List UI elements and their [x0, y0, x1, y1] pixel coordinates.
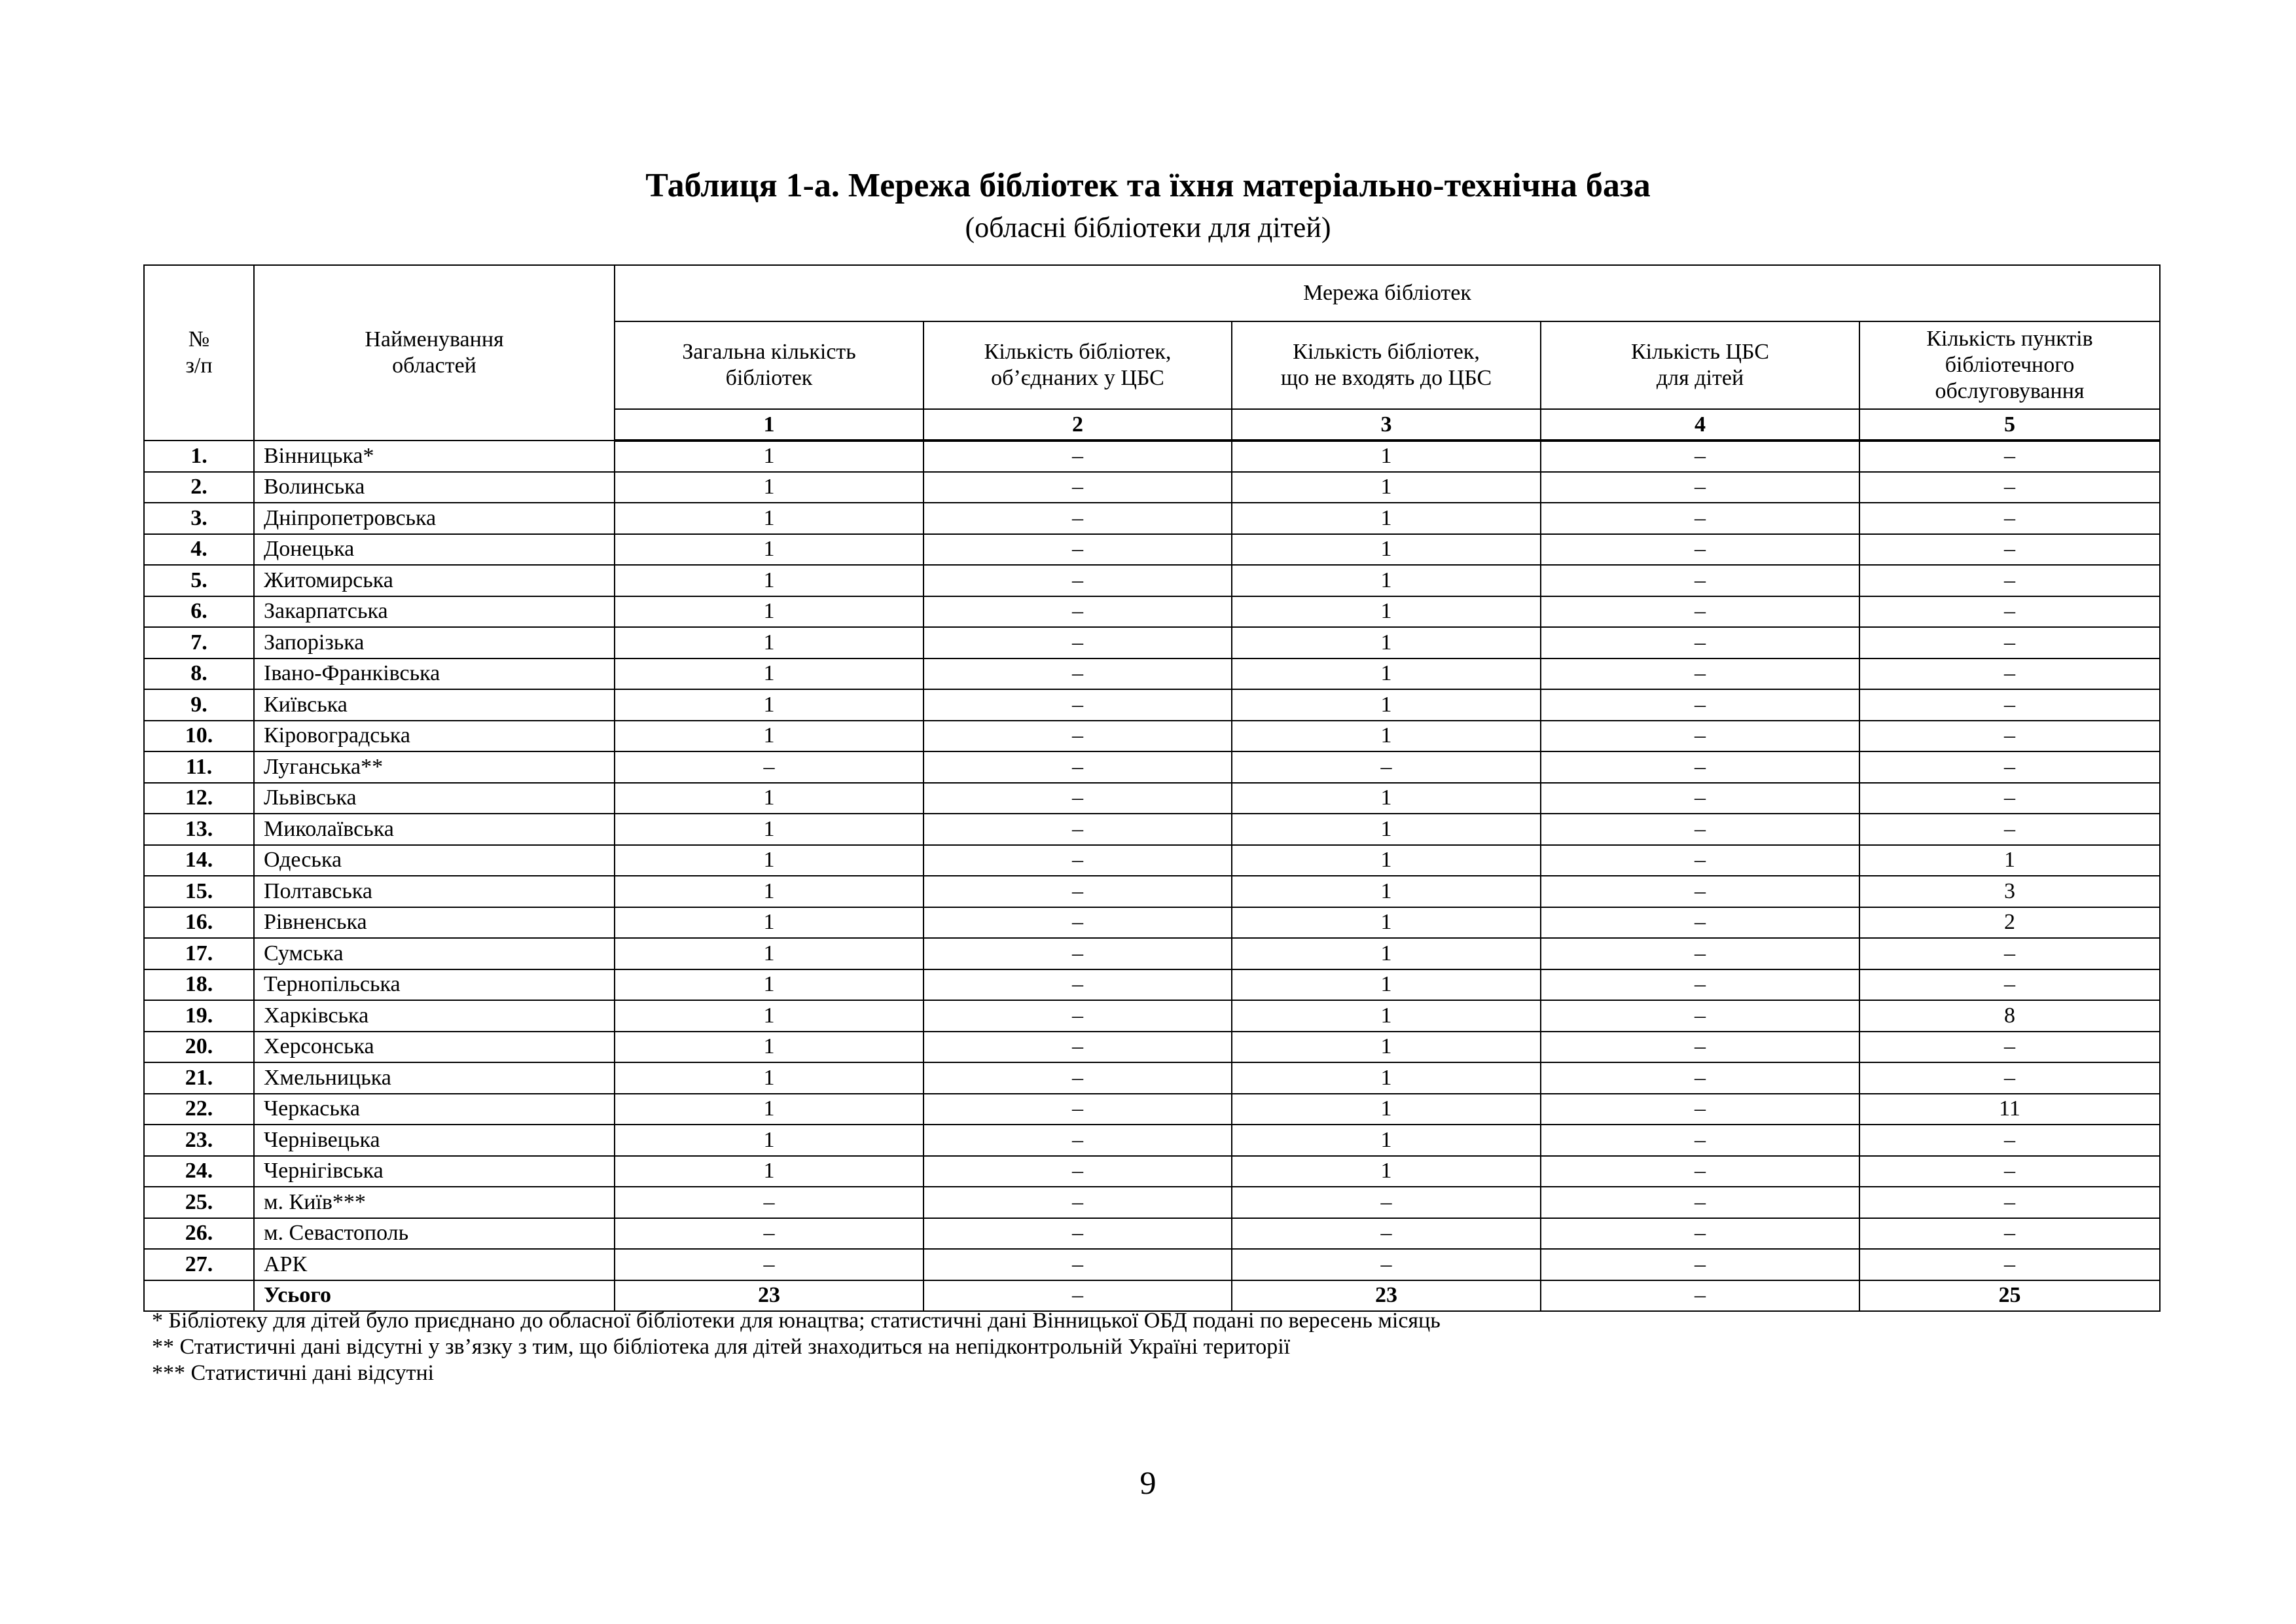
region-name: Дніпропетровська [254, 503, 615, 534]
value-cell-col-5: – [1859, 1249, 2160, 1280]
region-name: Івано-Франківська [254, 659, 615, 690]
row-number: 17. [144, 938, 254, 969]
value-cell-col-3: 1 [1232, 721, 1541, 752]
value-cell-col-5: 1 [1859, 845, 2160, 876]
header-col-4: Кількість ЦБС для дітей [1541, 321, 1859, 409]
column-number-5: 5 [1859, 409, 2160, 441]
column-number-2: 2 [924, 409, 1232, 441]
row-number: 25. [144, 1187, 254, 1218]
value-cell-col-4: – [1541, 534, 1859, 566]
value-cell-col-2: – [924, 659, 1232, 690]
value-cell-col-1: 1 [615, 876, 924, 907]
value-cell-col-4: – [1541, 1187, 1859, 1218]
region-name: Чернівецька [254, 1125, 615, 1156]
value-cell-col-5: 2 [1859, 907, 2160, 939]
value-cell-col-1: 1 [615, 969, 924, 1001]
value-cell-col-4: – [1541, 1094, 1859, 1125]
value-cell-col-2: – [924, 969, 1232, 1001]
value-cell-col-5: – [1859, 1032, 2160, 1063]
page-number: 9 [1139, 1464, 1157, 1501]
value-cell-col-3: 1 [1232, 534, 1541, 566]
value-cell-col-5: – [1859, 1218, 2160, 1250]
value-cell-col-2: – [924, 534, 1232, 566]
value-cell-col-1: 1 [615, 659, 924, 690]
value-cell-col-4: – [1541, 1125, 1859, 1156]
value-cell-col-4: – [1541, 814, 1859, 845]
value-cell-col-5: – [1859, 721, 2160, 752]
value-cell-col-1: 1 [615, 1032, 924, 1063]
value-cell-col-4: – [1541, 721, 1859, 752]
value-cell-col-2: – [924, 721, 1232, 752]
value-cell-col-3: 1 [1232, 503, 1541, 534]
value-cell-col-1: 1 [615, 689, 924, 721]
value-cell-col-4: – [1541, 876, 1859, 907]
region-name: Хмельницька [254, 1062, 615, 1094]
library-network-table [143, 264, 2161, 1312]
value-cell-col-1: 1 [615, 721, 924, 752]
region-name: Полтавська [254, 876, 615, 907]
value-cell-col-4: – [1541, 969, 1859, 1001]
value-cell-col-3: 1 [1232, 565, 1541, 596]
table-row [144, 1156, 2160, 1187]
value-cell-col-4: – [1541, 596, 1859, 628]
header-col-3: Кількість бібліотек, що не входять до ЦБС [1232, 321, 1541, 409]
value-cell-col-1: 1 [615, 596, 924, 628]
total-value-1: 23 [615, 1280, 924, 1312]
value-cell-col-4: – [1541, 441, 1859, 472]
value-cell-col-1: 1 [615, 907, 924, 939]
value-cell-col-1: 1 [615, 1156, 924, 1187]
value-cell-col-3: – [1232, 751, 1541, 783]
value-cell-col-3: 1 [1232, 472, 1541, 503]
row-number: 8. [144, 659, 254, 690]
value-cell-col-4: – [1541, 1062, 1859, 1094]
value-cell-col-4: – [1541, 659, 1859, 690]
value-cell-col-1: 1 [615, 845, 924, 876]
value-cell-col-2: – [924, 1249, 1232, 1280]
value-cell-col-2: – [924, 472, 1232, 503]
value-cell-col-3: 1 [1232, 1125, 1541, 1156]
row-number: 13. [144, 814, 254, 845]
value-cell-col-5: – [1859, 969, 2160, 1001]
row-number: 27. [144, 1249, 254, 1280]
row-number: 19. [144, 1000, 254, 1032]
value-cell-col-5: – [1859, 441, 2160, 472]
value-cell-col-2: – [924, 845, 1232, 876]
table-row [144, 751, 2160, 783]
footnotes [152, 1308, 2181, 1386]
footnote-3: *** Статистичні дані відсутні [152, 1361, 435, 1385]
total-value-5: 25 [1859, 1280, 2160, 1312]
table-body [144, 441, 2160, 1280]
value-cell-col-4: – [1541, 1032, 1859, 1063]
value-cell-col-5: – [1859, 1156, 2160, 1187]
value-cell-col-1: 1 [615, 472, 924, 503]
table-row [144, 596, 2160, 628]
value-cell-col-2: – [924, 1218, 1232, 1250]
value-cell-col-3: – [1232, 1249, 1541, 1280]
value-cell-col-3: 1 [1232, 627, 1541, 659]
row-number: 21. [144, 1062, 254, 1094]
value-cell-col-4: – [1541, 907, 1859, 939]
table-row [144, 659, 2160, 690]
table-row [144, 783, 2160, 814]
value-cell-col-3: – [1232, 1218, 1541, 1250]
row-number: 7. [144, 627, 254, 659]
table-row [144, 1187, 2160, 1218]
column-number-1: 1 [615, 409, 924, 441]
value-cell-col-1: 1 [615, 503, 924, 534]
value-cell-col-5: 11 [1859, 1094, 2160, 1125]
row-number: 18. [144, 969, 254, 1001]
value-cell-col-1: – [615, 1187, 924, 1218]
table-row [144, 1062, 2160, 1094]
value-cell-col-1: 1 [615, 1125, 924, 1156]
value-cell-col-2: – [924, 1187, 1232, 1218]
value-cell-col-1: 1 [615, 1000, 924, 1032]
header-group: Мережа бібліотек [615, 265, 2160, 321]
value-cell-col-2: – [924, 565, 1232, 596]
table-row [144, 627, 2160, 659]
value-cell-col-5: – [1859, 565, 2160, 596]
value-cell-col-3: 1 [1232, 1032, 1541, 1063]
table-row [144, 503, 2160, 534]
value-cell-col-4: – [1541, 472, 1859, 503]
table-row [144, 814, 2160, 845]
value-cell-col-2: – [924, 441, 1232, 472]
table-row [144, 441, 2160, 472]
value-cell-col-5: – [1859, 596, 2160, 628]
value-cell-col-4: – [1541, 689, 1859, 721]
region-name: Чернігівська [254, 1156, 615, 1187]
value-cell-col-3: 1 [1232, 814, 1541, 845]
table-row [144, 938, 2160, 969]
value-cell-col-2: – [924, 814, 1232, 845]
value-cell-col-3: 1 [1232, 876, 1541, 907]
region-name: Тернопільська [254, 969, 615, 1001]
header-col-2: Кількість бібліотек, об’єднаних у ЦБС [924, 321, 1232, 409]
table-row [144, 1032, 2160, 1063]
value-cell-col-4: – [1541, 845, 1859, 876]
region-name: Херсонська [254, 1032, 615, 1063]
value-cell-col-3: 1 [1232, 969, 1541, 1001]
value-cell-col-4: – [1541, 1218, 1859, 1250]
row-number: 6. [144, 596, 254, 628]
value-cell-col-2: – [924, 1156, 1232, 1187]
value-cell-col-2: – [924, 1062, 1232, 1094]
table-row [144, 1218, 2160, 1250]
value-cell-col-1: 1 [615, 1094, 924, 1125]
value-cell-col-5: – [1859, 1125, 2160, 1156]
value-cell-col-1: 1 [615, 938, 924, 969]
row-number: 20. [144, 1032, 254, 1063]
region-name: Кіровоградська [254, 721, 615, 752]
row-number: 9. [144, 689, 254, 721]
total-value-2: – [924, 1280, 1232, 1312]
region-name: Черкаська [254, 1094, 615, 1125]
value-cell-col-1: 1 [615, 1062, 924, 1094]
value-cell-col-1: – [615, 1249, 924, 1280]
value-cell-col-4: – [1541, 503, 1859, 534]
column-number-3: 3 [1232, 409, 1541, 441]
row-number: 14. [144, 845, 254, 876]
region-name: Вінницька* [254, 441, 615, 472]
region-name: м. Севастополь [254, 1218, 615, 1250]
header-name: Найменування областей [254, 265, 615, 441]
table-row [144, 907, 2160, 939]
table-row [144, 845, 2160, 876]
value-cell-col-4: – [1541, 627, 1859, 659]
total-value-4: – [1541, 1280, 1859, 1312]
region-name: Луганська** [254, 751, 615, 783]
value-cell-col-2: – [924, 751, 1232, 783]
value-cell-col-2: – [924, 503, 1232, 534]
row-number: 10. [144, 721, 254, 752]
value-cell-col-3: 1 [1232, 1000, 1541, 1032]
row-number: 15. [144, 876, 254, 907]
header-col-1: Загальна кількість бібліотек [615, 321, 924, 409]
region-name: Харківська [254, 1000, 615, 1032]
region-name: Львівська [254, 783, 615, 814]
value-cell-col-5: – [1859, 472, 2160, 503]
value-cell-col-5: – [1859, 534, 2160, 566]
value-cell-col-2: – [924, 1032, 1232, 1063]
row-number: 5. [144, 565, 254, 596]
region-name: Сумська [254, 938, 615, 969]
value-cell-col-5: – [1859, 814, 2160, 845]
value-cell-col-1: 1 [615, 627, 924, 659]
value-cell-col-5: – [1859, 938, 2160, 969]
region-name: Закарпатська [254, 596, 615, 628]
value-cell-col-3: 1 [1232, 1062, 1541, 1094]
value-cell-col-3: 1 [1232, 845, 1541, 876]
value-cell-col-3: 1 [1232, 1156, 1541, 1187]
table-row [144, 1249, 2160, 1280]
row-number: 24. [144, 1156, 254, 1187]
value-cell-col-2: – [924, 1125, 1232, 1156]
row-number: 23. [144, 1125, 254, 1156]
total-label: Усього [254, 1280, 615, 1312]
header-no: № з/п [144, 265, 254, 441]
total-value-3: 23 [1232, 1280, 1541, 1312]
value-cell-col-1: 1 [615, 565, 924, 596]
total-row [144, 1280, 2160, 1312]
value-cell-col-3: – [1232, 1187, 1541, 1218]
table-row [144, 1094, 2160, 1125]
value-cell-col-2: – [924, 1000, 1232, 1032]
value-cell-col-4: – [1541, 1249, 1859, 1280]
value-cell-col-3: 1 [1232, 441, 1541, 472]
value-cell-col-2: – [924, 907, 1232, 939]
region-name: Запорізька [254, 627, 615, 659]
value-cell-col-1: 1 [615, 534, 924, 566]
table-title: Таблиця 1-а. Мережа бібліотек та їхня матеріально-технічна база [645, 167, 1651, 204]
table-row [144, 689, 2160, 721]
value-cell-col-4: – [1541, 783, 1859, 814]
value-cell-col-1: 1 [615, 783, 924, 814]
value-cell-col-5: – [1859, 627, 2160, 659]
row-number: 16. [144, 907, 254, 939]
footnote-2: ** Статистичні дані відсутні у зв’язку з тим, що бібліотека для дітей знаходиться на непідконтрольній Україні території [152, 1335, 1291, 1359]
region-name: Рівненська [254, 907, 615, 939]
value-cell-col-1: 1 [615, 441, 924, 472]
table-row [144, 1125, 2160, 1156]
region-name: Житомирська [254, 565, 615, 596]
value-cell-col-5: – [1859, 1062, 2160, 1094]
value-cell-col-5: – [1859, 659, 2160, 690]
region-name: Донецька [254, 534, 615, 566]
value-cell-col-3: 1 [1232, 689, 1541, 721]
value-cell-col-2: – [924, 876, 1232, 907]
row-number: 1. [144, 441, 254, 472]
value-cell-col-4: – [1541, 565, 1859, 596]
value-cell-col-5: – [1859, 503, 2160, 534]
value-cell-col-1: – [615, 751, 924, 783]
table-subtitle: (обласні бібліотеки для дітей) [965, 211, 1331, 244]
value-cell-col-4: – [1541, 1156, 1859, 1187]
row-number: 22. [144, 1094, 254, 1125]
value-cell-col-3: 1 [1232, 596, 1541, 628]
region-name: Волинська [254, 472, 615, 503]
value-cell-col-2: – [924, 627, 1232, 659]
table-row [144, 565, 2160, 596]
value-cell-col-2: – [924, 783, 1232, 814]
value-cell-col-2: – [924, 938, 1232, 969]
table-row [144, 876, 2160, 907]
row-number: 26. [144, 1218, 254, 1250]
value-cell-col-3: 1 [1232, 907, 1541, 939]
region-name: Миколаївська [254, 814, 615, 845]
table-row [144, 472, 2160, 503]
row-number: 11. [144, 751, 254, 783]
row-number: 4. [144, 534, 254, 566]
table-row [144, 1000, 2160, 1032]
value-cell-col-2: – [924, 1094, 1232, 1125]
total-no-cell [144, 1280, 254, 1312]
value-cell-col-2: – [924, 689, 1232, 721]
value-cell-col-1: 1 [615, 814, 924, 845]
region-name: м. Київ*** [254, 1187, 615, 1218]
value-cell-col-3: 1 [1232, 659, 1541, 690]
value-cell-col-5: – [1859, 689, 2160, 721]
table-row [144, 721, 2160, 752]
value-cell-col-1: – [615, 1218, 924, 1250]
region-name: АРК [254, 1249, 615, 1280]
region-name: Київська [254, 689, 615, 721]
value-cell-col-5: – [1859, 783, 2160, 814]
column-number-4: 4 [1541, 409, 1859, 441]
value-cell-col-5: 8 [1859, 1000, 2160, 1032]
row-number: 12. [144, 783, 254, 814]
value-cell-col-5: 3 [1859, 876, 2160, 907]
value-cell-col-5: – [1859, 1187, 2160, 1218]
table-row [144, 969, 2160, 1001]
table-row [144, 534, 2160, 566]
value-cell-col-5: – [1859, 751, 2160, 783]
value-cell-col-2: – [924, 596, 1232, 628]
value-cell-col-3: 1 [1232, 783, 1541, 814]
value-cell-col-4: – [1541, 751, 1859, 783]
row-number: 2. [144, 472, 254, 503]
value-cell-col-4: – [1541, 938, 1859, 969]
value-cell-col-3: 1 [1232, 1094, 1541, 1125]
value-cell-col-3: 1 [1232, 938, 1541, 969]
footnote-1: * Бібліотеку для дітей було приєднано до обласної бібліотеки для юнацтва; статистичні дані Вінницької ОБД подані по вересень місяць [152, 1308, 1441, 1333]
value-cell-col-4: – [1541, 1000, 1859, 1032]
row-number: 3. [144, 503, 254, 534]
region-name: Одеська [254, 845, 615, 876]
header-col-5: Кількість пунктів бібліотечного обслуговування [1859, 321, 2160, 409]
